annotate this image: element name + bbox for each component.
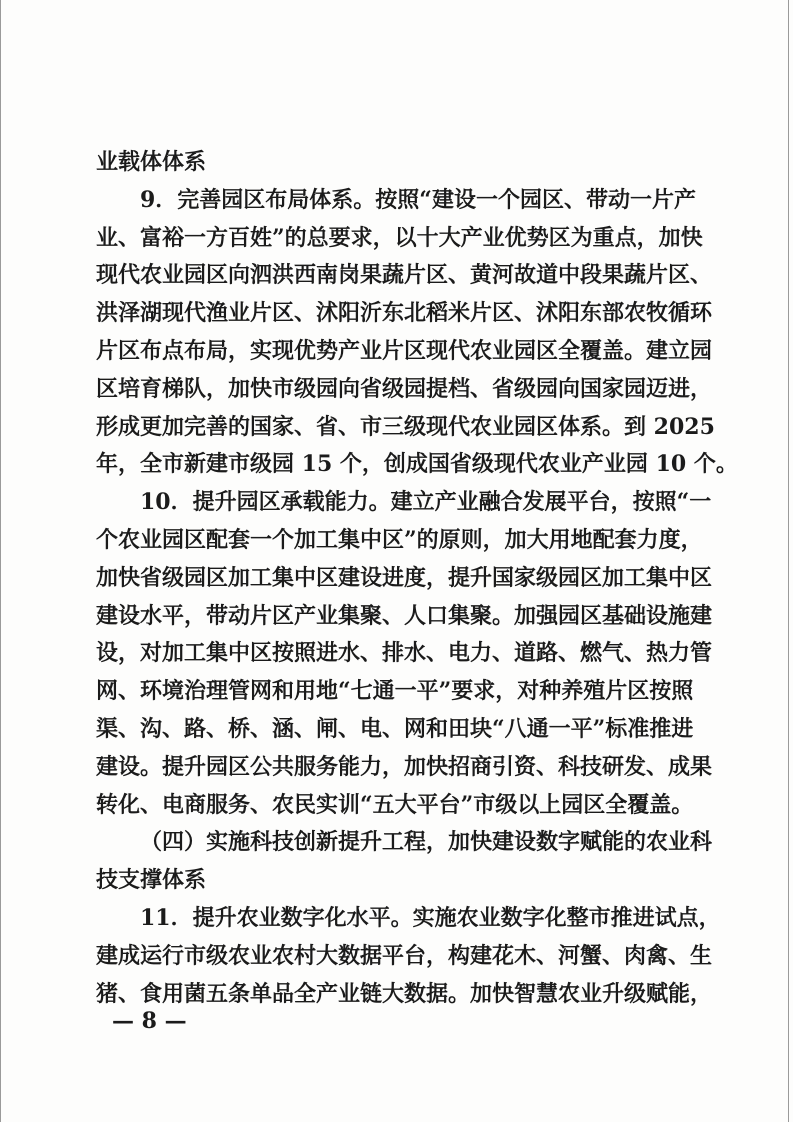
text-line: 业载体体系	[96, 149, 207, 175]
text-line: 片区布点布局，实现优势产业片区现代农业园区全覆盖。建立园	[96, 337, 713, 364]
text-line: 现代农业园区向泗洪西南岗果蔬片区、黄河故道中段果蔬片区、	[96, 262, 713, 289]
text-line: 形成更加完善的国家、省、市三级现代农业园区体系。到 2025	[96, 413, 715, 440]
text-line: 建成运行市级农业农村大数据平台，构建花木、河蟹、肉禽、生	[96, 942, 713, 969]
document-body	[96, 144, 738, 1013]
text-line: 区培育梯队，加快市级园向省级园提档、省级园向国家园迈进，	[96, 375, 713, 402]
page-edge-left	[0, 0, 1, 1122]
text-line: 个农业园区配套一个加工集中区”的原则，加大用地配套力度，	[96, 526, 703, 553]
text-line: 设，对加工集中区按照进水、排水、电力、道路、燃气、热力管	[96, 640, 713, 667]
text-line: 10．提升园区承载能力。建立产业融合发展平台，按照“一	[140, 489, 712, 516]
text-line: 年，全市新建市级园 15 个，创成国省级现代农业产业园 10 个。	[96, 451, 738, 478]
page-number: — 8 —	[112, 1008, 187, 1034]
text-line: 建设。提升园区公共服务能力，加快招商引资、科技研发、成果	[96, 753, 713, 780]
text-line: 业、富裕一方百姓”的总要求，以十大产业优势区为重点，加快	[96, 224, 703, 251]
text-line: 洪泽湖现代渔业片区、沭阳沂东北稻米片区、沭阳东部农牧循环	[96, 300, 713, 327]
section-heading: 技支撑体系	[96, 867, 207, 894]
section-heading: （四）实施科技创新提升工程，加快建设数字赋能的农业科	[140, 829, 713, 856]
text-line: 9．完善园区布局体系。按照“建设一个园区、带动一片产	[140, 186, 696, 213]
text-line: 加快省级园区加工集中区建设进度，提升国家级园区加工集中区	[96, 564, 713, 591]
text-line: 11．提升农业数字化水平。实施农业数字化整市推进试点，	[140, 904, 721, 931]
text-line: 渠、沟、路、桥、涵、闸、电、网和田块“八通一平”标准推进	[96, 715, 694, 742]
text-line: 建设水平，带动片区产业集聚、人口集聚。加强园区基础设施建	[96, 602, 713, 629]
page-edge-right	[788, 0, 789, 1122]
text-line: 网、环境治理管网和用地“七通一平”要求，对种养殖片区按照	[96, 678, 694, 705]
text-line: 猪、食用菌五条单品全产业链大数据。加快智慧农业升级赋能，	[96, 980, 713, 1007]
text-line: 转化、电商服务、农民实训“五大平台”市级以上园区全覆盖。	[96, 791, 694, 818]
